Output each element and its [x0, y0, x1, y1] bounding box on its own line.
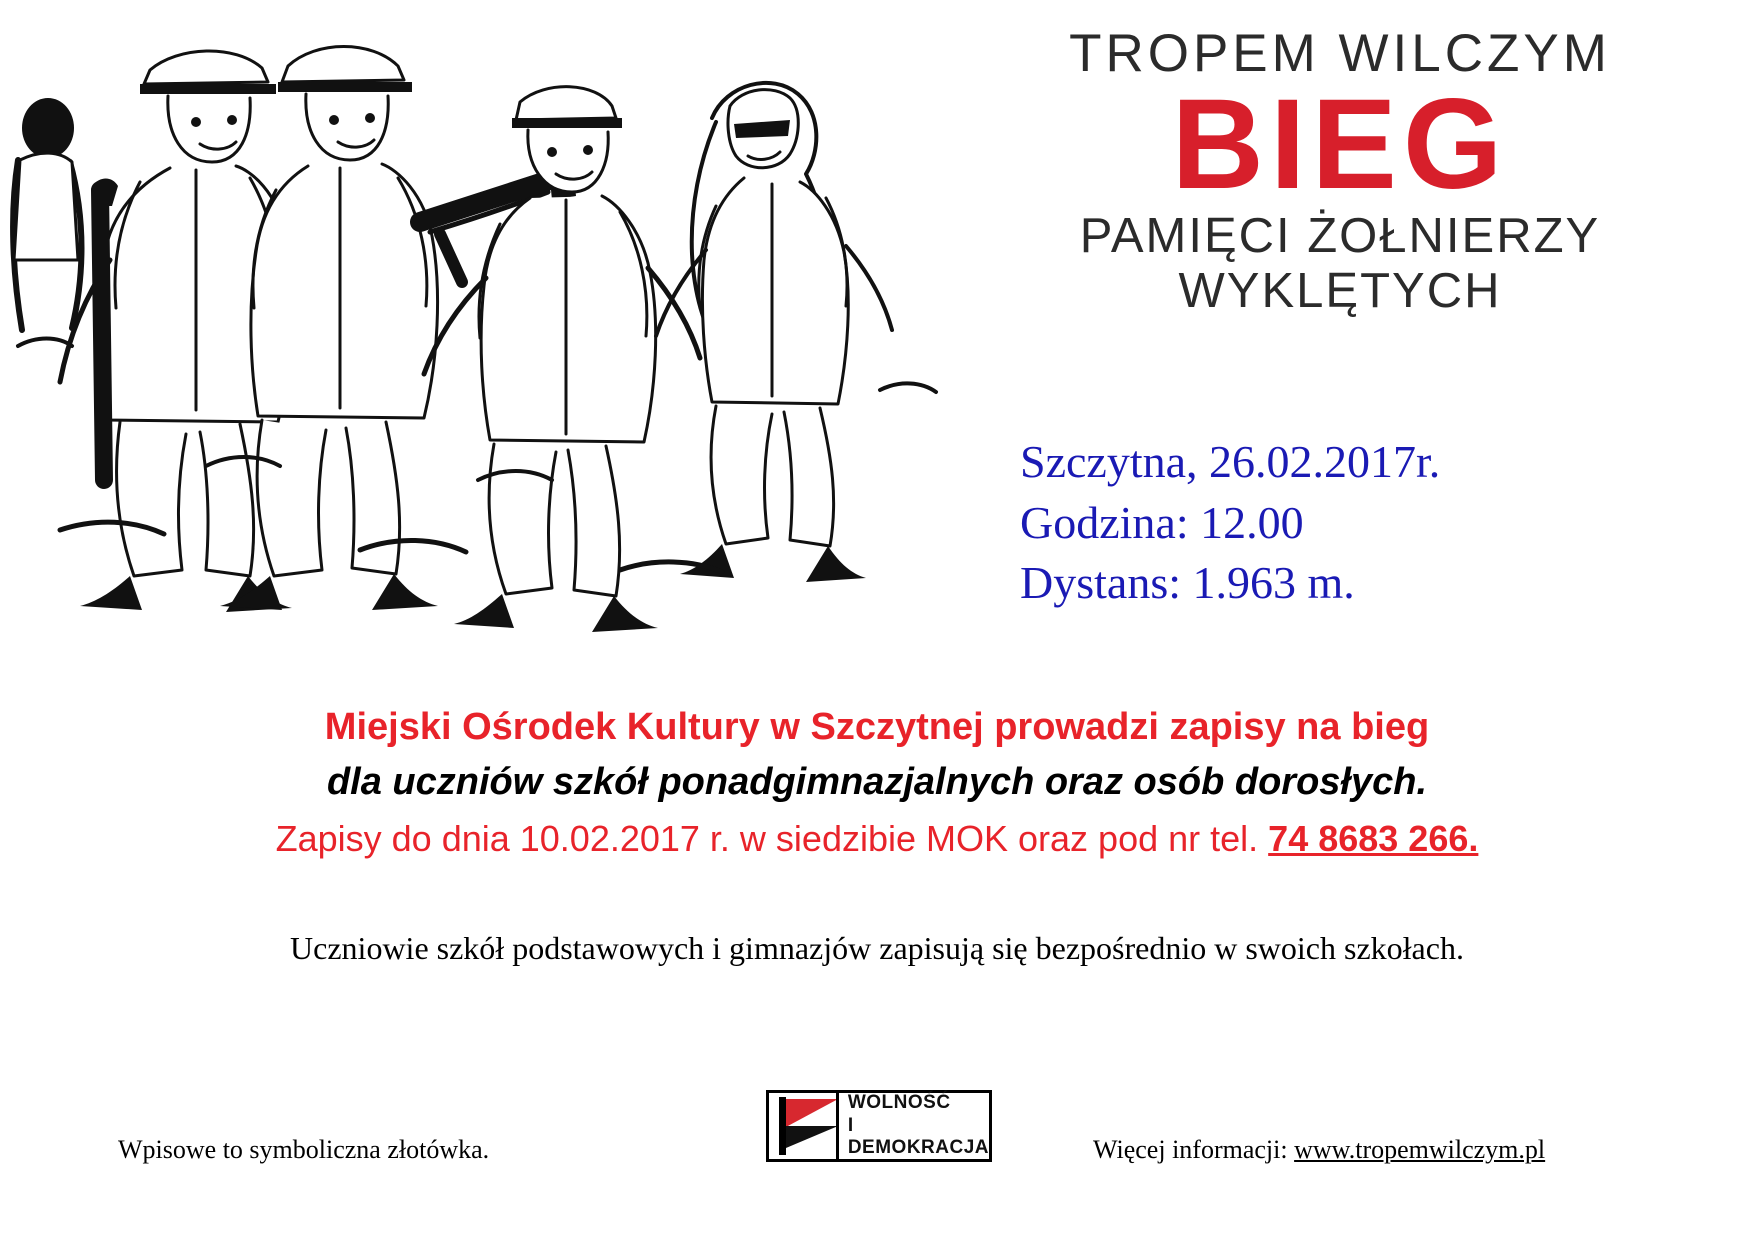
registration-announcement — [0, 700, 1754, 868]
schools-note: Uczniowie szkół podstawowych i gimnazjów zapisują się bezpośrednio w swoich szkołach. — [290, 930, 1464, 966]
announcement-deadline-text: Zapisy do dnia 10.02.2017 r. w siedzibie MOK oraz pod nr tel. — [275, 818, 1269, 860]
event-time: Godzina: 12.00 — [1020, 496, 1304, 548]
flag-icon — [769, 1093, 839, 1159]
title-line-wykletych: WYKLĘTYCH — [1178, 264, 1502, 319]
logo-line-2: I DEMOKRACJA — [847, 1114, 990, 1159]
contact-phone-number: 74 8683 266. — [1268, 818, 1479, 860]
website-link[interactable]: www.tropemwilczym.pl — [1294, 1135, 1546, 1164]
event-place-date: Szczytna, 26.02.2017r. — [1020, 436, 1441, 487]
title-line-tropem-wilczym: TROPEM WILCZYM — [1069, 24, 1611, 83]
running-soldiers-illustration — [0, 10, 960, 650]
logo-line-1: WOLNOŚĆ — [847, 1092, 951, 1114]
more-info-label: Więcej informacji: — [1093, 1135, 1295, 1164]
event-details — [1020, 432, 1720, 614]
event-distance: Dystans: 1.963 m. — [1020, 557, 1355, 609]
title-bieg: BIEG — [1171, 72, 1509, 216]
announcement-line-2: dla uczniów szkół ponadgimnazjalnych oraz osób dorosłych. — [326, 761, 1428, 804]
entry-fee-note: Wpisowe to symboliczna złotówka. — [118, 1135, 490, 1164]
title-line-pamieci-zolnierzy: PAMIĘCI ŻOŁNIERZY — [1079, 209, 1601, 264]
logo-text — [839, 1093, 989, 1159]
more-info — [1093, 1135, 1545, 1165]
announcement-line-3 — [0, 810, 1754, 868]
announcement-line-1: Miejski Ośrodek Kultury w Szczytnej prowadzi zapisy na bieg — [324, 706, 1430, 748]
wolnosc-i-demokracja-logo — [766, 1090, 992, 1162]
poster-title-block — [960, 26, 1720, 319]
